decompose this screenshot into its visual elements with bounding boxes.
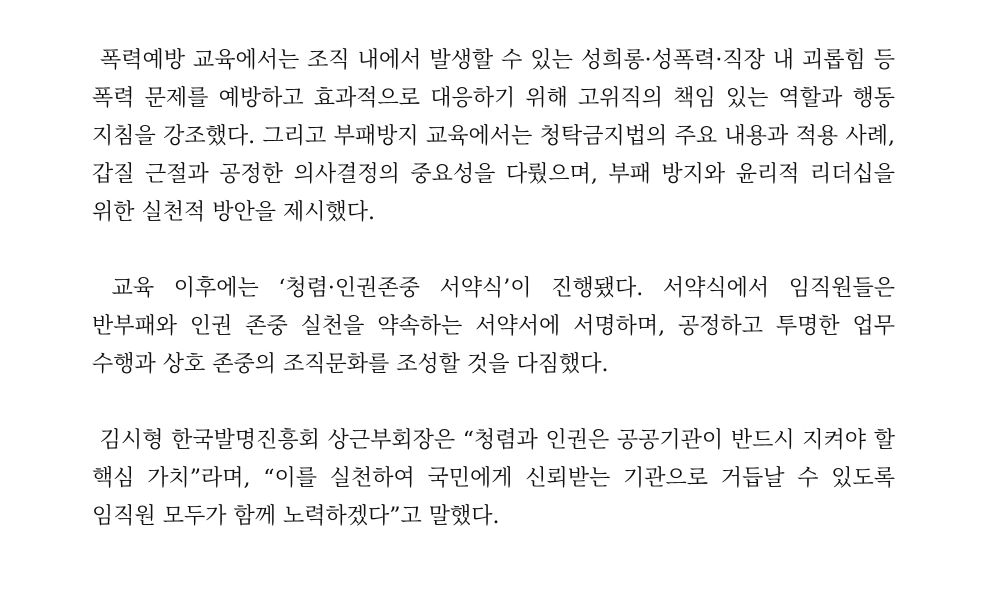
paragraph-vice-president-quote: 김시형 한국발명진흥회 상근부회장은 “청렴과 인권은 공공기관이 반드시 지켜야 할 핵심 가치”라며, “이를 실천하여 국민에게 신뢰받는 기관으로 거듭날 수 있도록 임직원 모두가 함께 노력하겠다”고 말했다. xyxy=(92,428,895,529)
paragraph-violence-prevention: 폭력예방 교육에서는 조직 내에서 발생할 수 있는 성희롱·성폭력·직장 내 괴롭힘 등 폭력 문제를 예방하고 효과적으로 대응하기 위해 고위직의 책임 있는 역할과 행동 지침을 강조했다. 그리고 부패방지 교육에서는 청탁금지법의 주요 내용과 적용 사례, 갑질 근절과 공정한 의사결정의 중요성을 다뤘으며, 부패 방지와 윤리적 리더십을 위한 실천적 방안을 제시했다. xyxy=(92,48,895,225)
paragraph-pledge-ceremony: 교육 이후에는 ‘청렴·인권존중 서약식’이 진행됐다. 서약식에서 임직원들은 반부패와 인권 존중 실천을 약속하는 서약서에 서명하며, 공정하고 투명한 업무 수행과 상호 존중의 조직문화를 조성할 것을 다짐했다. xyxy=(92,276,895,377)
document-body xyxy=(92,42,895,536)
